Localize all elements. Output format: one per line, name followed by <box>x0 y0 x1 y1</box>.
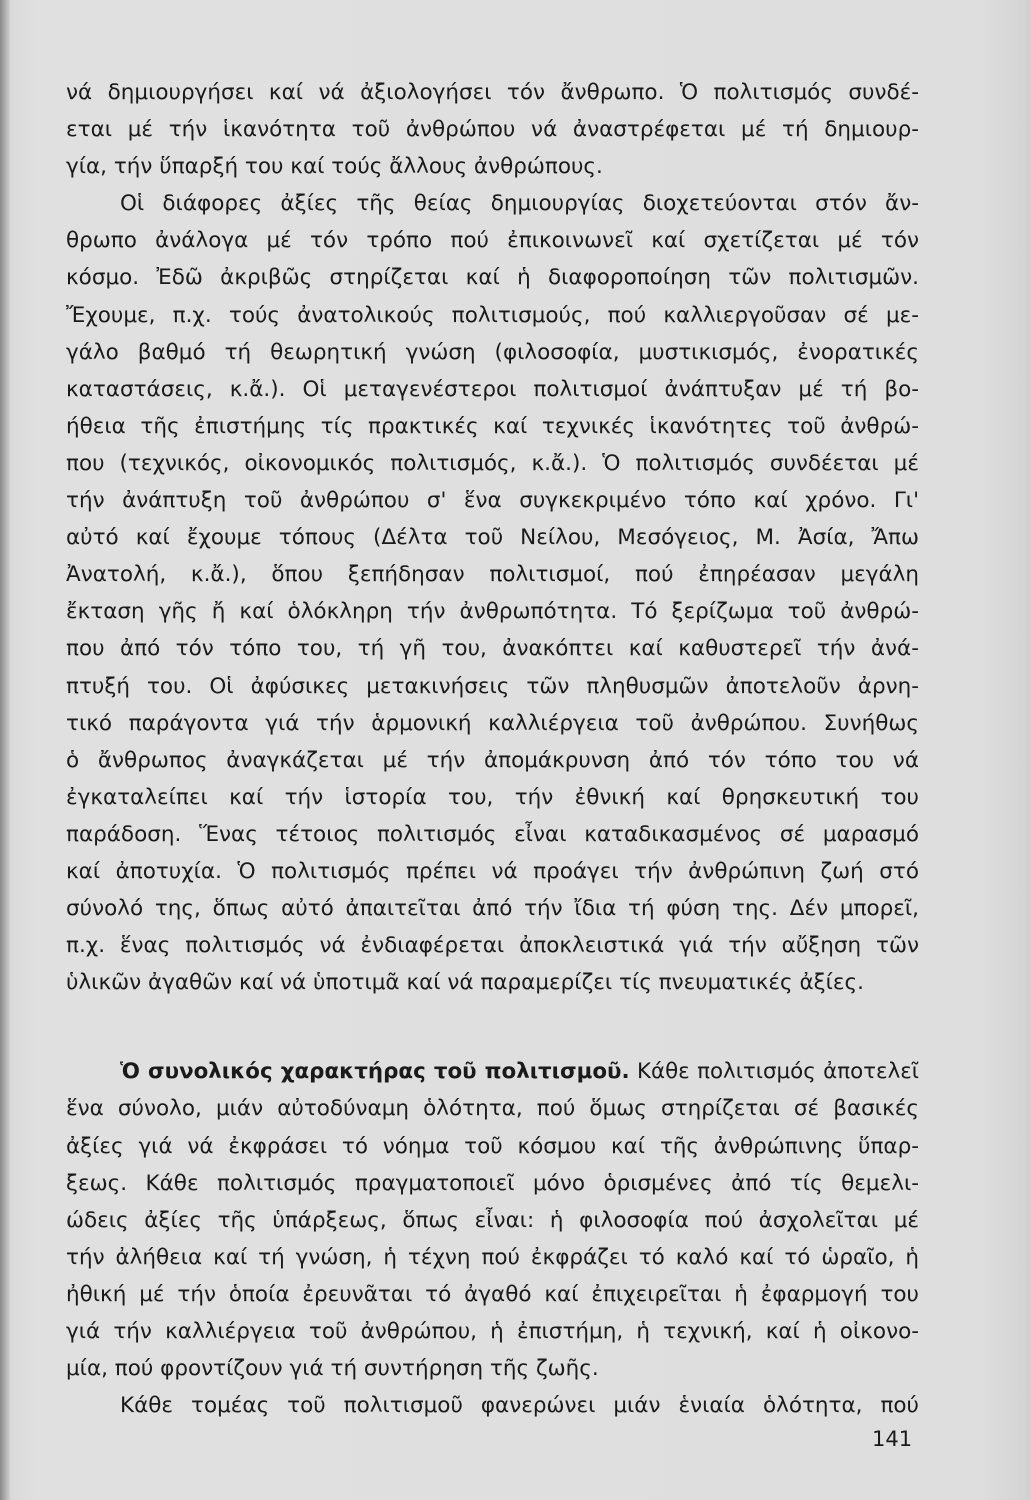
text-line: ὁ ἄνθρωπος ἀναγκάζεται μέ τήν ἀπομάκρυνση ἀπό τόν τόπο του νά <box>66 747 919 773</box>
text-line: ἠθική μέ τήν ὁποία ἐρευνᾶται τό ἀγαθό καί ἐπιχειρεῖται ἡ ἐφαρμογή του <box>66 1281 919 1307</box>
section-heading: Ὁ συνολικός χαρακτήρας τοῦ πολιτισμοῦ. <box>120 1059 630 1085</box>
text-line: σύνολό της, ὅπως αὐτό ἀπαιτεῖται ἀπό τήν ἴδια τή φύση της. Δέν μπορεῖ, <box>66 896 919 922</box>
text-line: κόσμο. Ἐδῶ ἀκριβῶς στηρίζεται καί ἡ διαφοροποίηση τῶν πολιτισμῶν. <box>66 265 919 291</box>
text-line: γάλο βαθμό τή θεωρητική γνώση (φιλοσοφία, μυστικισμός, ἐνορατικές <box>66 339 919 365</box>
text-line: πτυξή του. Οἱ ἀφύσικες μετακινήσεις τῶν πληθυσμῶν ἀποτελοῦν ἀρνη- <box>66 673 919 699</box>
text-line: τικό παράγοντα γιά τήν ἁρμονική καλλιέργεια τοῦ ἀνθρώπου. Συνήθως <box>66 710 919 736</box>
text-line: ξεως. Κάθε πολιτισμός πραγματοποιεῖ μόνο ὁρισμένες ἀπό τίς θεμελι- <box>66 1170 919 1196</box>
text-line: π.χ. ἕνας πολιτισμός νά ἐνδιαφέρεται ἀποκλειστικά γιά τήν αὔξηση τῶν <box>66 933 919 959</box>
text-line: ἀξίες γιά νά ἐκφράσει τό νόημα τοῦ κόσμου καί τῆς ἀνθρώπινης ὕπαρ- <box>66 1133 919 1159</box>
text-line: παράδοση. Ἕνας τέτοιος πολιτισμός εἶναι καταδικασμένος σέ μαρασμό <box>66 821 919 847</box>
text-line: ἕνα σύνολο, μιάν αὐτοδύναμη ὁλότητα, πού ὅμως στηρίζεται σέ βασικές <box>66 1096 919 1122</box>
text-line: γία, τήν ὕπαρξή του καί τούς ἄλλους ἀνθρώπους. <box>66 154 603 180</box>
text-line: τήν ἀνάπτυξη τοῦ ἀνθρώπου σ' ἕνα συγκεκριμένο τόπο καί χρόνο. Γι' <box>66 488 919 514</box>
text-line: αὐτό καί ἔχουμε τόπους (Δέλτα τοῦ Νείλου, Μεσόγειος, Μ. Ἀσία, Ἄπω <box>66 525 919 551</box>
text-line: Κάθε τομέας τοῦ πολιτισμοῦ φανερώνει μιάν ἑνιαία ὁλότητα, πού <box>120 1393 919 1419</box>
text-line: ἐγκαταλείπει καί τήν ἱστορία του, τήν ἐθνική καί θρησκευτική του <box>66 784 919 810</box>
text-line: που ἀπό τόν τόπο του, τή γῆ του, ἀνακόπτει καί καθυστερεῖ τήν ἀνά- <box>66 636 919 662</box>
text-line: μία, πού φροντίζουν γιά τή συντήρηση τῆς ζωῆς. <box>66 1356 599 1382</box>
section-gap <box>66 1001 919 1027</box>
text-line: Ἀνατολή, κ.ἄ.), ὅπου ξεπήδησαν πολιτισμοί, πού ἐπηρέασαν μεγάλη <box>66 562 919 588</box>
text-line: νά δημιουργήσει καί νά ἀξιολογήσει τόν ἄνθρωπο. Ὁ πολιτισμός συνδέ- <box>66 80 919 105</box>
heading-continuation: Κάθε πολιτισμός ἀποτελεῖ <box>629 1059 920 1085</box>
section-gap <box>66 1027 919 1053</box>
page-number: 141 <box>872 1427 913 1451</box>
text-line: γιά τήν καλλιέργεια τοῦ ἀνθρώπου, ἡ ἐπιστήμη, ἡ τεχνική, καί ἡ οἰκονο- <box>66 1319 919 1344</box>
text-line: Οἱ διάφορες ἀξίες τῆς θείας δημιουργίας διοχετεύονται στόν ἄν- <box>120 191 919 217</box>
text-line: Ἔχουμε, π.χ. τούς ἀνατολικούς πολιτισμούς, πού καλλιεργοῦσαν σέ με- <box>66 302 919 328</box>
text-line: ὑλικῶν ἀγαθῶν καί νά ὑποτιμᾶ καί νά παραμερίζει τίς πνευματικές ἀξίες. <box>66 970 865 996</box>
text-line: που (τεχνικός, οἰκονομικός πολιτισμός, κ.ἄ.). Ὁ πολιτισμός συνδέεται μέ <box>66 450 919 476</box>
text-line: καταστάσεις, κ.ἄ.). Οἱ μεταγενέστεροι πολιτισμοί ἀνάπτυξαν μέ τή βο- <box>66 376 919 402</box>
text-line: καί ἀποτυχία. Ὁ πολιτισμός πρέπει νά προάγει τήν ἀνθρώπινη ζωή στό <box>66 858 919 884</box>
text-line: ώδεις ἀξίες τῆς ὑπάρξεως, ὅπως εἶναι: ἡ φιλοσοφία πού ἀσχολεῖται μέ <box>66 1207 919 1233</box>
text-line: θρωπο ἀνάλογα μέ τόν τρόπο πού ἐπικοινωνεῖ καί σχετίζεται μέ τόν <box>66 228 919 254</box>
text-line: τήν ἀλήθεια καί τή γνώση, ἡ τέχνη πού ἐκφράζει τό καλό καί τό ὡραῖο, ἡ <box>66 1244 919 1270</box>
page-binding-shadow <box>0 0 10 1500</box>
text-line: ἔκταση γῆς ἤ καί ὁλόκληρη τήν ἀνθρωπότητα. Τό ξερίζωμα τοῦ ἀνθρώ- <box>66 599 919 625</box>
body-text <box>66 74 919 1424</box>
section-heading-line <box>66 1053 919 1090</box>
text-line: ήθεια τῆς ἐπιστήμης τίς πρακτικές καί τεχνικές ἱκανότητες τοῦ ἀνθρώ- <box>66 413 919 439</box>
text-line: εται μέ τήν ἱκανότητα τοῦ ἀνθρώπου νά ἀναστρέφεται μέ τή δημιουρ- <box>66 117 919 143</box>
